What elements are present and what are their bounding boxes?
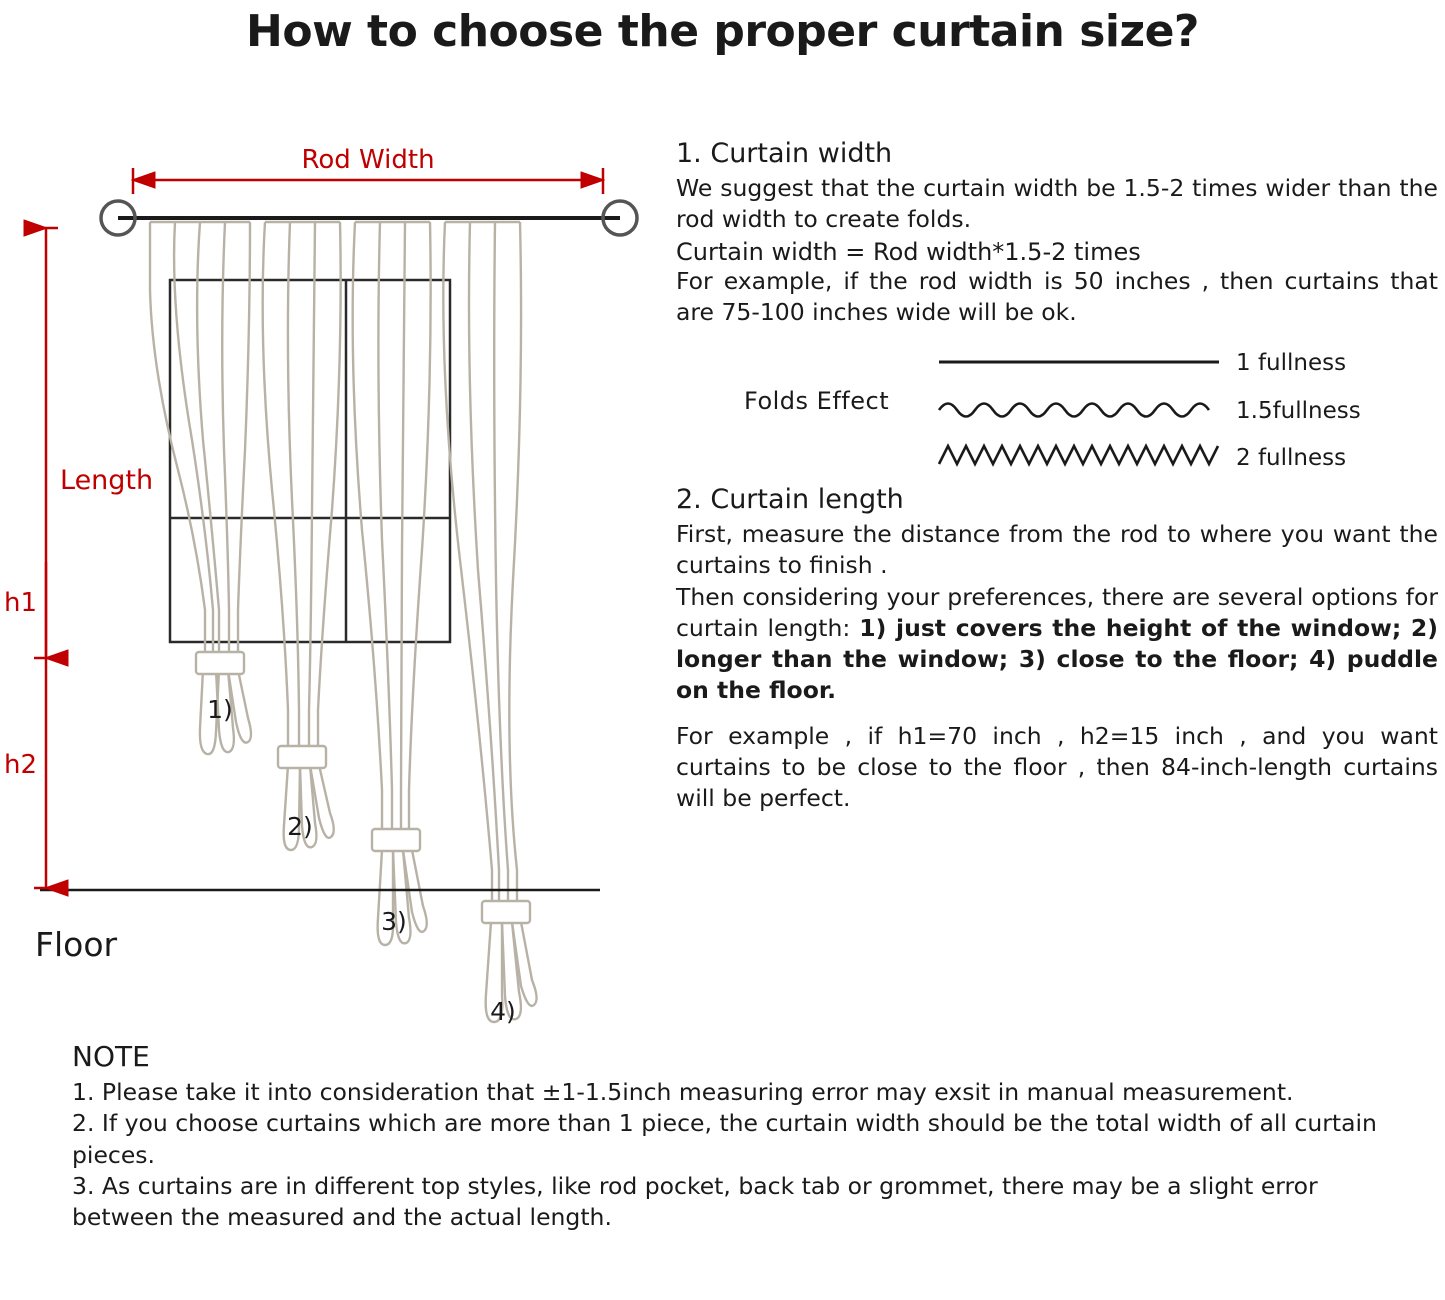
folds-legend-3: 2 fullness — [1236, 445, 1347, 471]
section1-paragraph-2: For example, if the rod width is 50 inches , then curtains that are 75-100 inches wide will be ok. — [676, 266, 1438, 326]
folds-legend-2: 1.5fullness — [1236, 398, 1361, 424]
svg-text:3): 3) — [381, 907, 407, 936]
h1-label: h1 — [4, 588, 38, 618]
svg-text:4): 4) — [490, 997, 516, 1026]
note-block — [72, 1040, 1417, 1233]
folds-effect-graphic — [934, 342, 1224, 470]
note-item-1: 1. Please take it into consideration that ±1-1.5inch measuring error may exsit in manual measurement. — [72, 1078, 1294, 1106]
section2-heading: 2. Curtain length — [676, 484, 904, 515]
note-title: NOTE — [72, 1040, 150, 1073]
folds-legend-1: 1 fullness — [1236, 350, 1347, 376]
section1-paragraph-1: We suggest that the curtain width be 1.5-2 times wider than the rod width to create folds. — [676, 174, 1438, 234]
svg-text:Rod Width: Rod Width — [301, 145, 435, 175]
note-item-3: 3. As curtains are in different top styles, like rod pocket, back tab or grommet, there may be a slight error between the measured and the actual length. — [72, 1171, 1318, 1231]
section1-heading: 1. Curtain width — [676, 138, 893, 169]
section2-paragraph-2-prefix: Then considering your preferences, there are several options for curtain length: — [676, 582, 1438, 642]
note-item-2: 2. If you choose curtains which are more than 1 piece, the curtain width should be the total width of all curtain pieces. — [72, 1109, 1377, 1169]
curtain-diagram — [0, 110, 660, 1060]
h2-label: h2 — [4, 750, 38, 780]
right-text-column — [676, 138, 1438, 814]
page-title: How to choose the proper curtain size? — [246, 6, 1199, 57]
section2-paragraph-1: First, measure the distance from the rod to where you want the curtains to finish . — [676, 520, 1438, 580]
folds-effect-block — [676, 342, 1438, 470]
section2-paragraph-3: For example , if h1=70 inch , h2=15 inch , and you want curtains to be close to the floor , then 84-inch-length curtains will be perfect. — [676, 721, 1438, 812]
section2-paragraph-2-options: 1) just covers the height of the window; 2) longer than the window; 3) close to the floor; 4) puddle on the floor. — [676, 613, 1438, 705]
length-label: Length — [60, 465, 154, 496]
section2-paragraph-2 — [676, 582, 1438, 707]
folds-effect-label: Folds Effect — [744, 387, 890, 415]
floor-label: Floor — [35, 925, 118, 964]
curtain-width-formula: Curtain width = Rod width*1.5-2 times — [676, 237, 1141, 266]
svg-text:2): 2) — [287, 812, 313, 841]
svg-text:1): 1) — [207, 695, 233, 724]
